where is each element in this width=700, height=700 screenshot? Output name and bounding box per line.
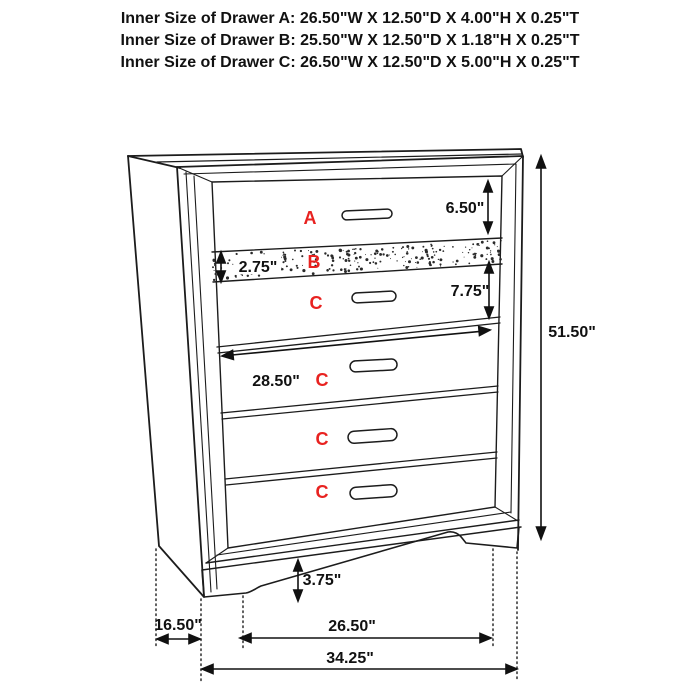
dim-overall-width: [202, 650, 517, 674]
arrowhead-left: [202, 665, 213, 674]
arrowhead-left: [240, 634, 251, 643]
label-drawer-c4: C: [315, 482, 329, 502]
dim-label-overall-width: 34.25": [326, 650, 374, 667]
drawer-letter-labels: [304, 208, 329, 502]
dim-drawer-width: [240, 618, 491, 643]
handle-drawer-c4: [350, 484, 398, 499]
dim-drawer-a-height: [446, 181, 493, 233]
dim-label-side-depth: 16.50": [154, 617, 202, 634]
arrowhead-up: [485, 262, 493, 273]
spec-line-drawer-b: Inner Size of Drawer B: 25.50"W X 12.50"D X 1.18"H X 0.25"T: [120, 32, 580, 49]
dim-opening-width: [222, 327, 490, 390]
dim-foot-height: [294, 560, 342, 601]
dim-side-depth: [154, 617, 202, 644]
arrowhead-right: [480, 634, 491, 643]
dim-label-drawer-c1-height: 7.75": [450, 283, 490, 300]
spec-line-drawer-c: Inner Size of Drawer C: 26.50"W X 12.50"D X 5.00"H X 0.25"T: [120, 54, 580, 71]
arrowhead-down: [537, 527, 546, 539]
side-front-bevel-2: [194, 176, 217, 589]
arrowhead-up: [484, 181, 492, 192]
arrowhead-down: [294, 590, 302, 601]
arrowhead-right: [506, 665, 517, 674]
dim-label-foot-height: 3.75": [302, 572, 342, 589]
spec-line-drawer-a: Inner Size of Drawer A: 26.50"W X 12.50"D X 4.00"H X 0.25"T: [120, 10, 580, 27]
label-drawer-c2: C: [315, 370, 329, 390]
arrowhead-up: [294, 560, 302, 571]
dim-label-opening-width: 28.50": [252, 373, 300, 390]
handle-drawer-c1: [352, 291, 396, 303]
dim-label-drawer-b-height: 2.75": [238, 259, 278, 276]
arrowhead-up: [217, 252, 225, 263]
dim-drawer-c1-height: [451, 262, 494, 318]
handle-drawer-c2: [350, 359, 398, 372]
dim-label-drawer-a-height: 6.50": [445, 200, 485, 217]
arrowhead-down: [484, 222, 492, 233]
divider-c2-c3: [221, 386, 498, 419]
dim-label-drawer-width: 26.50": [328, 618, 376, 635]
dim-label-overall-height: 51.50": [548, 324, 596, 341]
base-feet-outline: [202, 527, 519, 597]
side-front-corner: [177, 167, 204, 596]
drawer-handles: [342, 209, 398, 500]
divider-c1-c2: [217, 317, 500, 353]
side-panel-edge: [128, 156, 204, 597]
label-drawer-b: B: [307, 252, 321, 272]
handle-drawer-a: [342, 209, 392, 220]
arrowhead-right: [479, 327, 490, 336]
arrowhead-left: [157, 635, 168, 644]
arrowhead-up: [537, 156, 546, 168]
handle-drawer-c3: [348, 428, 398, 443]
arrowhead-down: [485, 307, 493, 318]
label-drawer-a: A: [303, 208, 317, 228]
label-drawer-c3: C: [315, 429, 329, 449]
arrowhead-down: [217, 271, 225, 282]
dim-overall-height: [537, 156, 596, 539]
label-drawer-c1: C: [309, 293, 323, 313]
arrowhead-right: [189, 635, 200, 644]
divider-c3-c4: [225, 452, 497, 485]
